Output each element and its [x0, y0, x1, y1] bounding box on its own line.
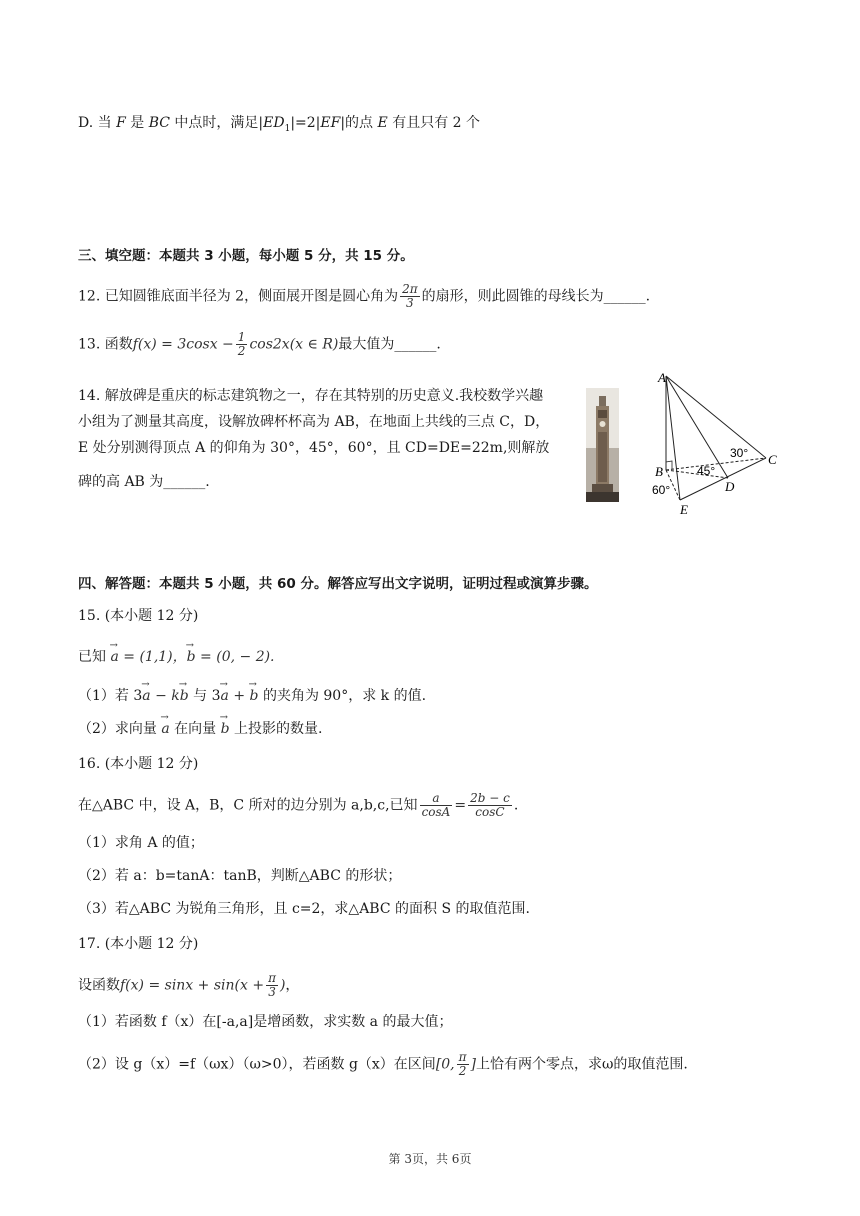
question-12: 12. 已知圆锥底面半径为 2，侧面展开图是圆心角为 $\frac{2\pi}{3}$ 的扇形，则此圆锥的母线长为______.	[78, 282, 651, 310]
q16-fraction-2: $\frac{2b - c}{\cos C}$	[470, 791, 510, 819]
q16-fraction-1: $\frac{a}{\cos A}$	[421, 791, 451, 819]
section-4-title: 四、解答题：本题共 5 小题，共 60 分。解答应写出文字说明，证明过程或演算步骤。	[78, 576, 598, 592]
monument-photo	[586, 388, 619, 502]
q13-fraction: $\frac{1}{2}$	[237, 330, 246, 358]
question-17-part-2: （2）设 g（x）=f（ωx）（ω>0），若函数 g（x）在区间[0, $\frac{\pi}{2}$ ]上恰有两个零点，求ω的取值范围.	[78, 1050, 688, 1078]
question-15-given: 已知 → a = (1,1)，→ b = (0, − 2).	[78, 647, 275, 667]
question-14-line-1: 14. 解放碑是重庆的标志建筑物之一，存在其特别的历史意义.我校数学兴趣	[78, 388, 544, 404]
page-number: 第 3页，共 6页	[388, 1152, 472, 1166]
label-C: C	[768, 452, 777, 467]
geometry-figure	[636, 366, 786, 522]
question-16-part-3: （3）若△ABC 为锐角三角形，且 c=2，求△ABC 的面积 S 的取值范围.	[78, 901, 530, 917]
q11-option-d: D. 当 F 是 BC 中点时，满足$|ED_1|=2|EF|$的点 E 有且只有 2 个	[78, 115, 481, 134]
question-16-head: 16. (本小题 12 分)	[78, 756, 199, 772]
question-15-part-1: （1）若 3→ a − k→ b 与 3→ a + → b 的夹角为 90°，求 k 的值.	[78, 686, 426, 706]
label-D: D	[725, 479, 735, 494]
question-13: 13. 函数f(x) = 3cosx − $\frac{1}{2}$ cos2x(x ∈ R)最大值为______.	[78, 330, 441, 358]
label-B: B	[655, 464, 663, 479]
question-16-part-1: （1）求角 A 的值；	[78, 835, 204, 851]
label-A: A	[658, 370, 666, 385]
question-14-line-4: 碑的高 AB 为______.	[78, 474, 210, 490]
angle-60: 60°	[652, 483, 671, 497]
question-17-given: 设函数f(x) = sinx + sin(x + $\frac{\pi}{3}$ )，	[78, 971, 300, 999]
q17-fraction: $\frac{\pi}{3}$	[268, 971, 276, 999]
question-14-line-3: E 处分别测得顶点 A 的仰角为 30°，45°，60°，且 CD=DE=22m,则解放	[78, 440, 550, 456]
question-17-part-1: （1）若函数 f（x）在[-a,a]是增函数，求实数 a 的最大值；	[78, 1014, 453, 1030]
question-15-head: 15. (本小题 12 分)	[78, 608, 199, 624]
angle-30: 30°	[730, 446, 749, 460]
question-16-given: 在△ABC 中，设 A，B，C 所对的边分别为 a,b,c,已知 $\frac{a}{\cos A}$ = $\frac{2b - c}{\cos C}$ .	[78, 791, 519, 819]
question-14-line-2: 小组为了测量其高度，设解放碑杯杯高为 AB，在地面上共线的三点 C，D，	[78, 414, 550, 430]
question-17-head: 17. (本小题 12 分)	[78, 936, 199, 952]
q17-interval-fraction: $\frac{\pi}{2}$	[458, 1050, 467, 1078]
question-16-part-2: （2）若 a：b=tanA：tanB，判断△ABC 的形状；	[78, 868, 402, 884]
question-15-part-2: （2）求向量 → a 在向量 → b 上投影的数量.	[78, 719, 323, 739]
q12-fraction: $\frac{2\pi}{3}$	[402, 282, 418, 310]
angle-45: 45°	[697, 464, 716, 478]
section-3-title: 三、填空题：本题共 3 小题，每小题 5 分，共 15 分。	[78, 248, 414, 264]
label-E: E	[680, 502, 688, 517]
